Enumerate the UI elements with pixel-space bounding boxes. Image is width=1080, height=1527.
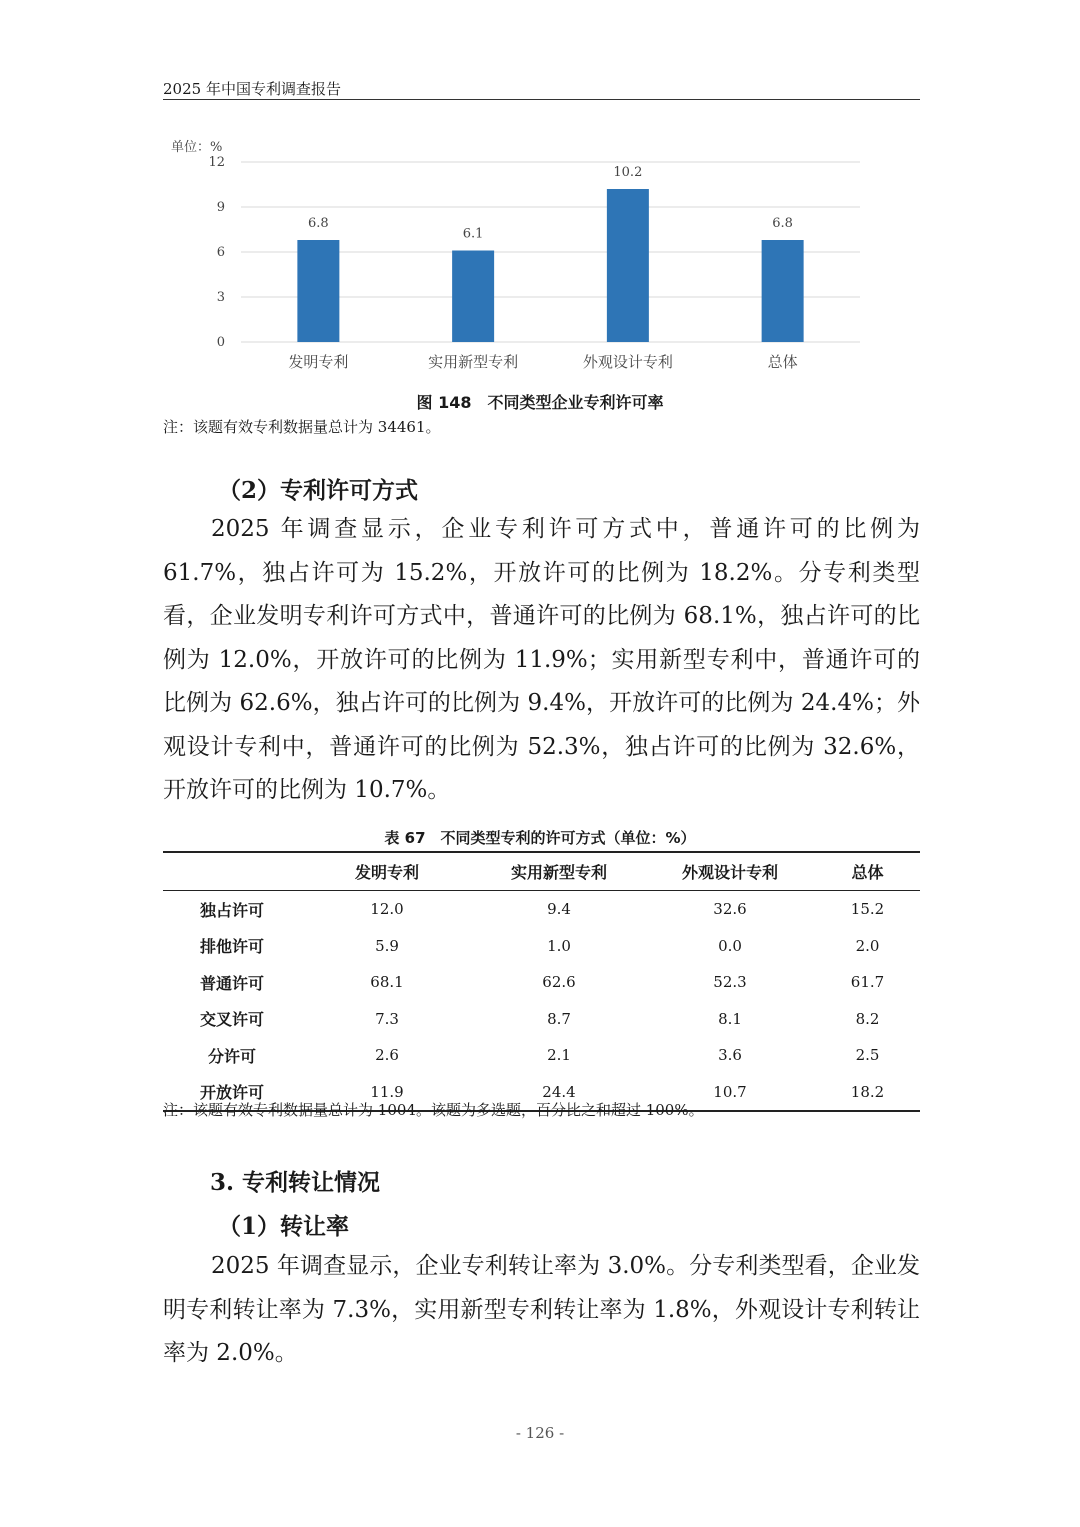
section-heading-license-method: （2）专利许可方式 — [218, 477, 419, 504]
header-rule — [163, 99, 920, 100]
bar — [607, 189, 649, 342]
bar — [452, 251, 494, 343]
table-cell: 9.4 — [547, 900, 571, 919]
table-header-row — [163, 852, 920, 891]
table-cell: 2.0 — [855, 936, 880, 955]
y-tick-label: 6 — [216, 245, 225, 260]
table-row — [163, 1001, 920, 1038]
chart-unit-label: 单位：% — [171, 140, 223, 155]
table-note: 注：该题有效专利数据量总计为 1004。该题为多选题，百分比之和超过 100%。 — [163, 1101, 704, 1119]
table-cell: 8.1 — [718, 1009, 742, 1028]
table-cell: 3.6 — [718, 1046, 742, 1065]
table-row — [163, 964, 920, 1001]
data-label: 6.1 — [462, 226, 484, 242]
x-tick-label: 外观设计专利 — [582, 353, 673, 371]
table-cell: 2.5 — [855, 1046, 880, 1065]
table-cell: 0.0 — [718, 936, 742, 955]
table-cell: 1.0 — [547, 936, 571, 955]
x-tick-label: 总体 — [767, 353, 798, 371]
row-header: 开放许可 — [199, 1083, 264, 1103]
table-cell: 12.0 — [370, 900, 404, 919]
table-cell: 61.7 — [850, 973, 885, 992]
table-cell: 10.7 — [713, 1082, 747, 1101]
table-header-cell: 总体 — [815, 852, 920, 891]
figure-caption: 图 148 不同类型企业专利许可率 — [416, 393, 664, 412]
table-cell: 32.6 — [713, 900, 747, 919]
table-cell: 11.9 — [370, 1082, 404, 1101]
row-header: 排他许可 — [199, 937, 264, 957]
table-cell: 15.2 — [850, 900, 885, 919]
table-row — [163, 1037, 920, 1074]
row-header: 分许可 — [207, 1046, 256, 1066]
table-cell: 24.4 — [542, 1082, 576, 1101]
table-header-cell: 实用新型专利 — [473, 852, 645, 891]
table-cell: 18.2 — [850, 1082, 885, 1101]
table-cell: 7.3 — [375, 1009, 399, 1028]
bar-chart — [163, 132, 920, 377]
y-tick-label: 9 — [216, 200, 225, 215]
y-tick-label: 0 — [216, 335, 225, 350]
table-cell: 2.6 — [375, 1046, 399, 1065]
data-label: 6.8 — [772, 216, 793, 231]
page-number: - 126 - — [515, 1424, 565, 1442]
license-method-table — [163, 851, 920, 1112]
x-tick-label: 实用新型专利 — [428, 353, 519, 371]
bar — [762, 240, 804, 342]
paragraph-license-method: 2025 年调查显示，企业专利许可方式中，普通许可的比例为 61.7%，独占许可为 15.2%，开放许可的比例为 18.2%。分专利类型看，企业发明专利许可方式中，普通许可的比例为 68.1%，独占许可的比例为 12.0%，开放许可的比例为 11.9%；实用新型专利中，普通许可的比例为 62.6%，独占许可的比例为 9.4%，开放许可的比例为 24.4%；外观设计专利中，普通许可的比例为 52.3%，独占许可的比例为 32.6%，开放许可的比例为 10.7%。 — [163, 516, 920, 803]
figure-note: 注：该题有效专利数据量总计为 34461。 — [163, 418, 441, 436]
table-cell: 5.9 — [375, 936, 399, 955]
row-header: 独占许可 — [199, 900, 264, 920]
running-header: 2025 年中国专利调查报告 — [163, 80, 341, 98]
table-row — [163, 891, 920, 928]
table-cell: 62.6 — [542, 973, 576, 992]
table-cell: 8.7 — [547, 1009, 571, 1028]
bar — [297, 240, 339, 342]
paragraph-transfer-rate: 2025 年调查显示，企业专利转让率为 3.0%。分专利类型看，企业发明专利转让率为 7.3%，实用新型专利转让率为 1.8%，外观设计专利转让率为 2.0%。 — [163, 1253, 920, 1366]
table-cell: 68.1 — [370, 973, 404, 992]
table-header-cell — [163, 852, 301, 891]
table-header-cell: 发明专利 — [301, 852, 473, 891]
row-header: 普通许可 — [199, 973, 264, 993]
y-tick-label: 3 — [216, 290, 225, 305]
section-heading-transfer: 3. 专利转让情况 — [210, 1169, 381, 1196]
table-cell: 2.1 — [547, 1046, 571, 1065]
x-tick-label: 发明专利 — [288, 353, 349, 371]
subsection-heading-transfer-rate: （1）转让率 — [218, 1213, 350, 1240]
data-label: 6.8 — [308, 216, 329, 231]
row-header: 交叉许可 — [199, 1010, 264, 1030]
table-caption: 表 67 不同类型专利的许可方式（单位：%） — [384, 829, 696, 847]
table-row — [163, 928, 920, 965]
data-label: 10.2 — [613, 165, 643, 180]
y-tick-label: 12 — [208, 155, 225, 170]
table-cell: 8.2 — [855, 1009, 880, 1028]
table-header-cell: 外观设计专利 — [645, 852, 815, 891]
table-cell: 52.3 — [713, 973, 747, 992]
